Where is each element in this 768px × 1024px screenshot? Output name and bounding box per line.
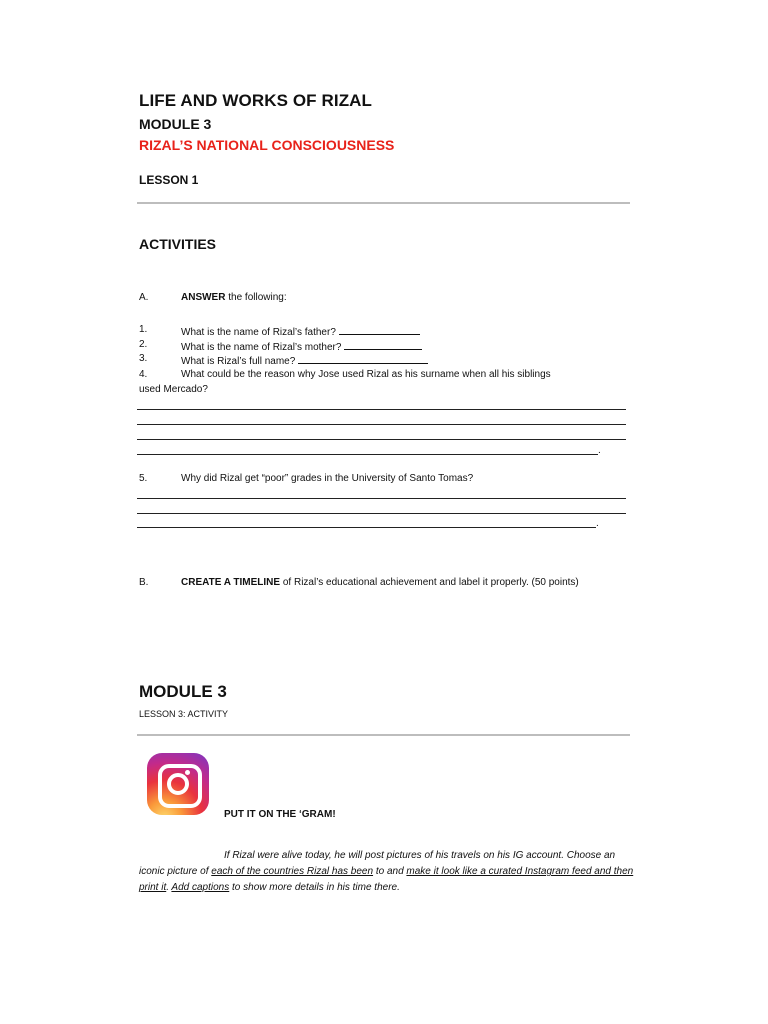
question-2 <box>181 339 422 353</box>
question-1 <box>181 324 420 338</box>
part-b-keyword: CREATE A TIMELINE <box>181 577 281 588</box>
para-text: to and <box>373 866 407 877</box>
section-divider <box>137 734 630 736</box>
part-a-instruction <box>181 292 287 303</box>
question-number: 5. <box>139 473 148 484</box>
part-a-keyword: ANSWER <box>181 292 226 303</box>
line-end-period: . <box>596 518 599 529</box>
part-b-letter: B. <box>139 577 149 588</box>
instruction-paragraph <box>139 848 639 896</box>
part-b-instruction <box>181 577 579 588</box>
question-5: Why did Rizal get “poor” grades in the University of Santo Tomas? <box>181 473 474 484</box>
answer-line[interactable] <box>137 439 626 440</box>
question-3 <box>181 353 428 367</box>
answer-line[interactable] <box>137 527 596 528</box>
part-a-letter: A. <box>139 292 149 303</box>
para-text: . <box>166 882 172 893</box>
para-underlined: make it look like a curated Instagram feed and then print it <box>139 866 634 893</box>
line-end-period: . <box>598 445 601 456</box>
camera-lens <box>167 773 189 795</box>
answer-blank[interactable] <box>298 353 428 364</box>
gram-heading: PUT IT ON THE ‘GRAM! <box>224 809 336 820</box>
part-b-rest: of Rizal’s educational achievement and label it properly. (50 points) <box>280 577 579 588</box>
para-text: to show more details in his time there. <box>229 882 400 893</box>
question-text: What is the name of Rizal’s father? <box>181 327 336 338</box>
instagram-icon <box>147 753 209 815</box>
question-4: What could be the reason why Jose used Rizal as his surname when all his siblings <box>181 369 551 380</box>
lesson-label: LESSON 1 <box>139 173 199 187</box>
question-number: 4. <box>139 369 148 380</box>
lesson-3-label: LESSON 3: ACTIVITY <box>139 709 229 719</box>
module-subtitle: RIZAL’S NATIONAL CONSCIOUSNESS <box>139 137 395 153</box>
question-4-continued: used Mercado? <box>139 384 208 395</box>
answer-line[interactable] <box>137 454 598 455</box>
answer-line[interactable] <box>137 498 626 499</box>
module-label: MODULE 3 <box>139 116 212 132</box>
answer-line[interactable] <box>137 424 626 425</box>
part-a-rest: the following: <box>225 292 287 303</box>
para-text: If Rizal were alive today, he will post pictures of his travels on his IG account. Choose an iconic picture of <box>139 850 616 877</box>
question-text: What is Rizal’s full name? <box>181 356 296 367</box>
para-underlined: each of the countries Rizal has been <box>211 866 374 877</box>
answer-line[interactable] <box>137 513 626 514</box>
module-3-heading: MODULE 3 <box>139 682 227 701</box>
document-title: LIFE AND WORKS OF RIZAL <box>139 91 373 110</box>
section-divider <box>137 202 630 204</box>
camera-flash-dot <box>185 770 190 775</box>
answer-blank[interactable] <box>339 324 420 335</box>
answer-blank[interactable] <box>344 339 422 350</box>
answer-line[interactable] <box>137 409 626 410</box>
question-number: 3. <box>139 353 148 364</box>
question-number: 2. <box>139 339 148 350</box>
para-underlined: Add captions <box>171 882 230 893</box>
question-text: What is the name of Rizal’s mother? <box>181 342 342 353</box>
question-number: 1. <box>139 324 148 335</box>
activities-heading: ACTIVITIES <box>139 236 217 252</box>
